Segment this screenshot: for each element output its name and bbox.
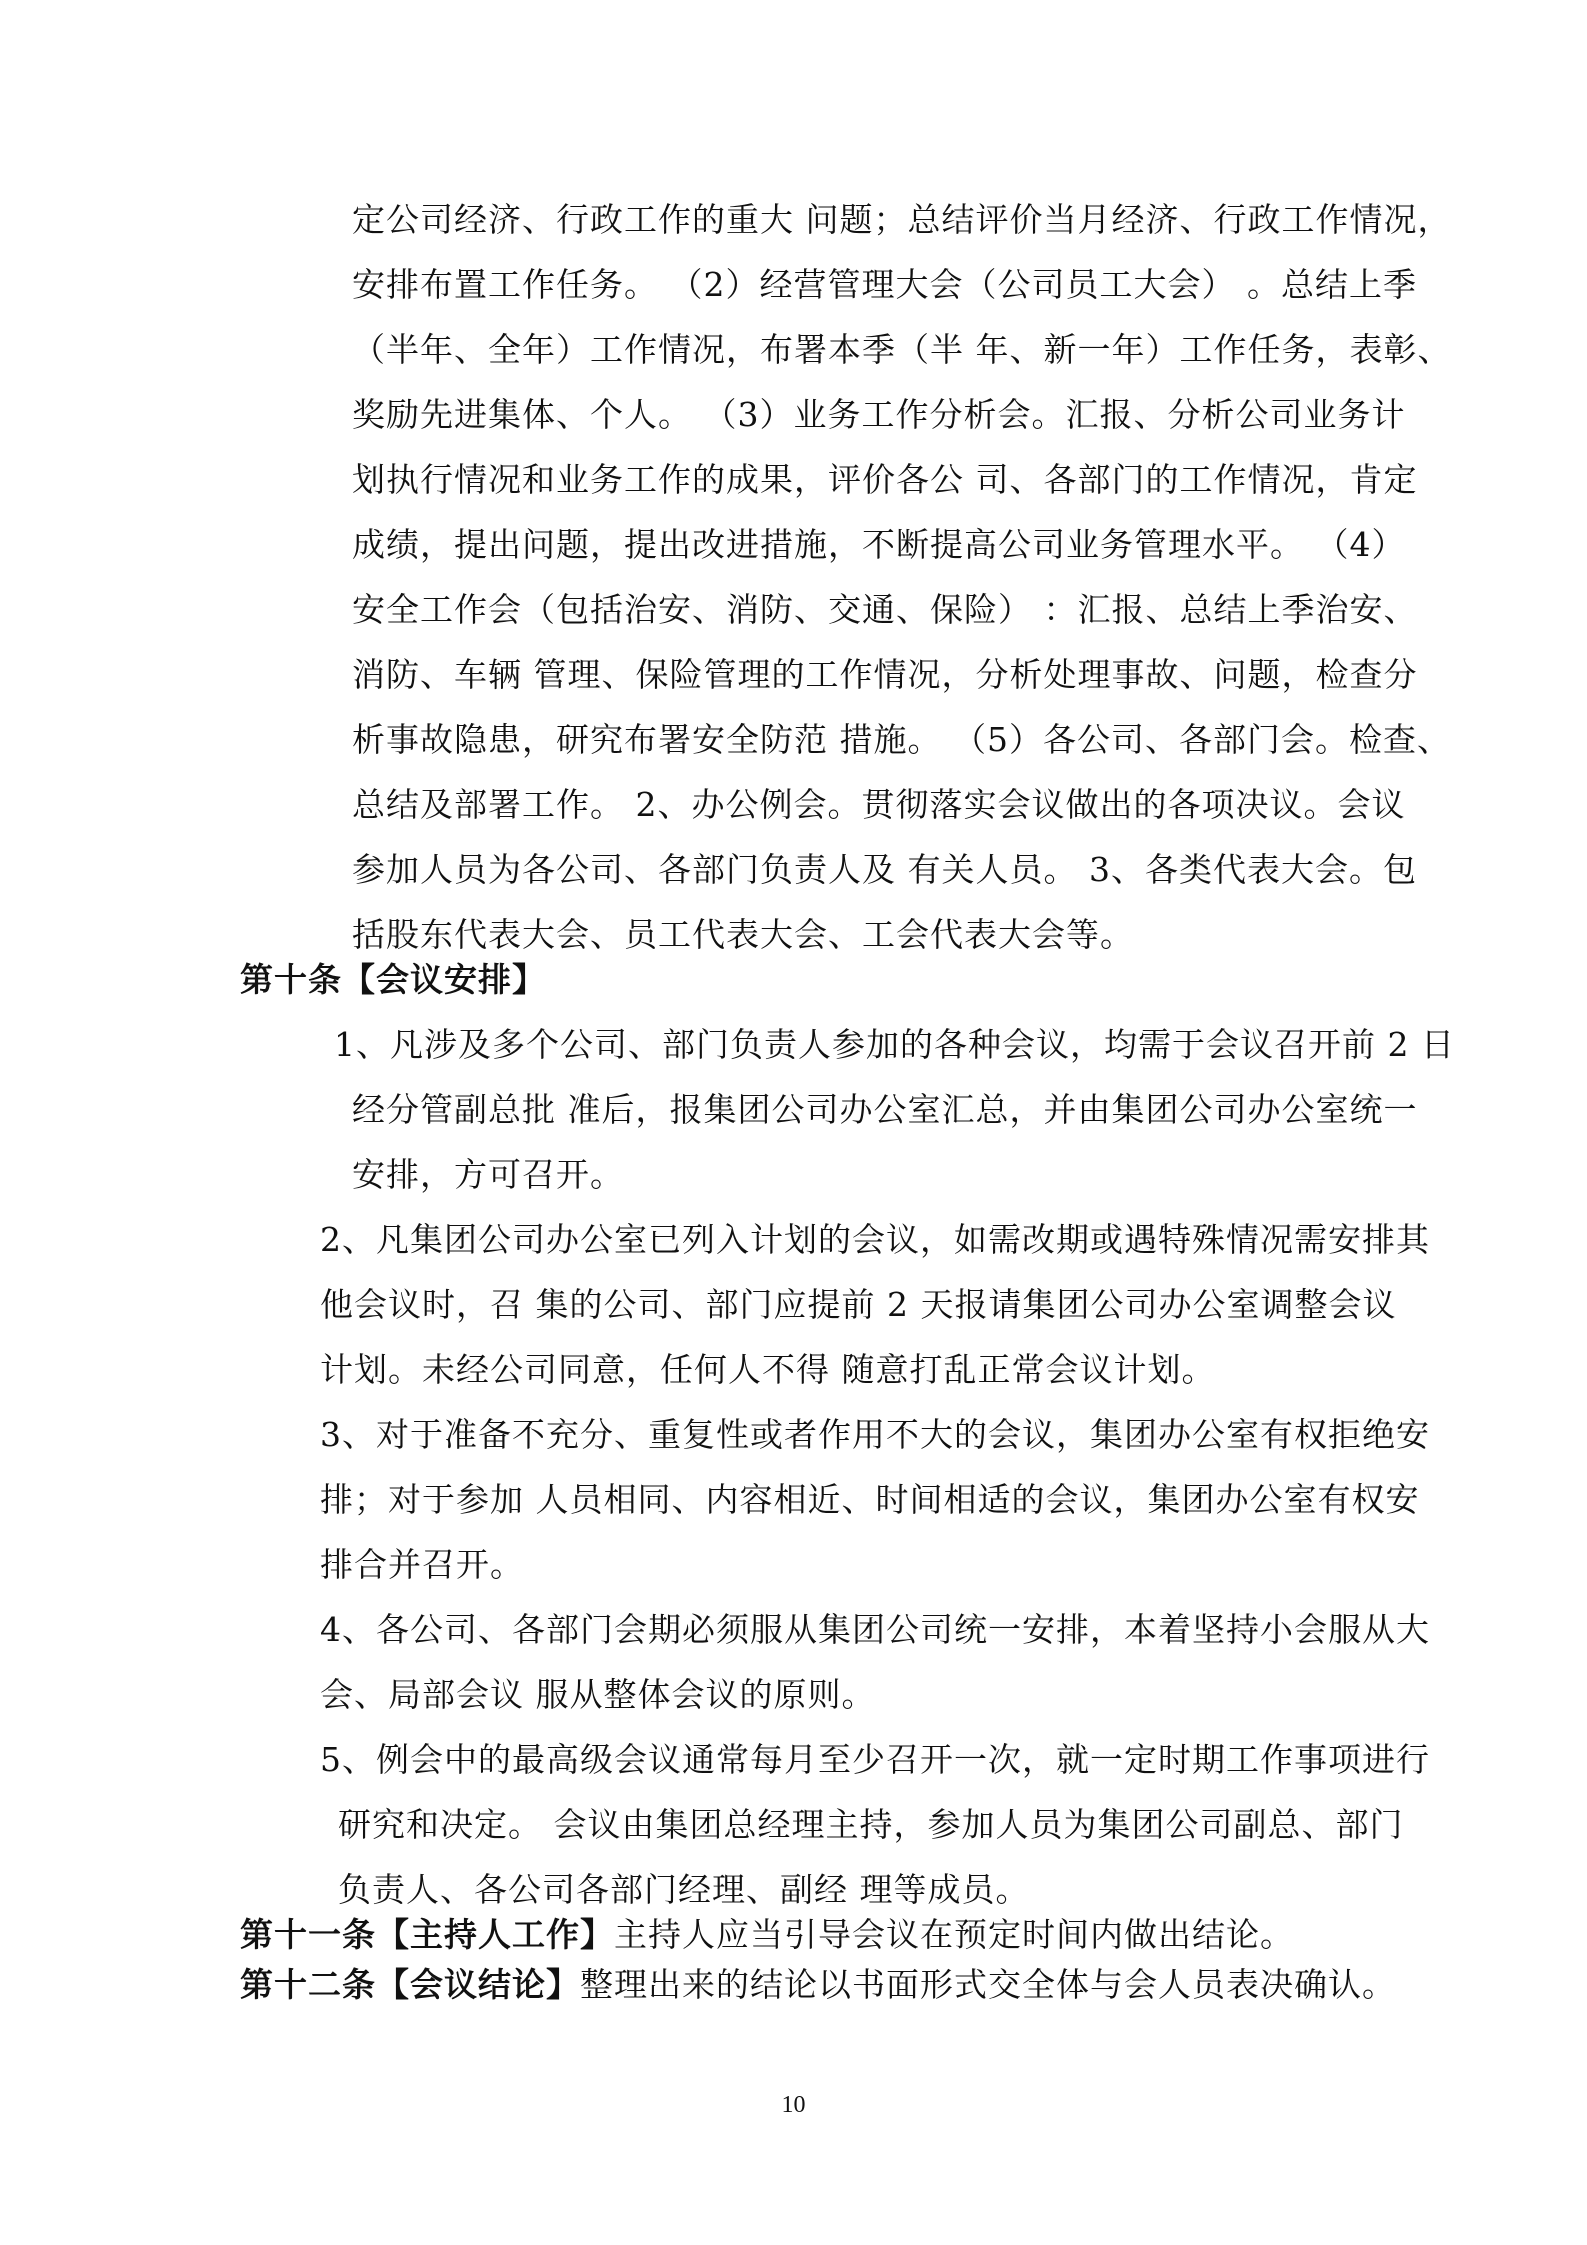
article12 — [240, 1962, 1396, 2008]
article10-item-3-line: 3、对于准备不充分、重复性或者作用不大的会议，集团办公室有权拒绝安 — [320, 1415, 1430, 1454]
paragraph-line: 析事故隐患，研究布署安全防范 措施。 （5）各公司、各部门会。检查、 — [352, 720, 1451, 759]
article10-item-4-line: 4、各公司、各部门会期必须服从集团公司统一安排，本着坚持小会服从大 — [320, 1610, 1430, 1649]
article10-heading — [240, 957, 546, 1003]
paragraph-line: 划执行情况和业务工作的成果，评价各公 司、各部门的工作情况，肯定 — [352, 460, 1418, 499]
paragraph-line: 定公司经济、行政工作的重大 问题；总结评价当月经济、行政工作情况， — [352, 200, 1452, 239]
article-heading-label: 第十条【会议安排】 — [240, 960, 546, 999]
paragraph-line: 安全工作会（包括治安、消防、交通、保险） ：汇报、总结上季治安、 — [352, 590, 1418, 629]
article10-item-5-line: 研究和决定。 会议由集团总经理主持，参加人员为集团公司副总、部门 — [338, 1805, 1404, 1844]
paragraph-line: 安排布置工作任务。 （2）经营管理大会（公司员工大会） 。总结上季 — [352, 265, 1417, 304]
article10-item-1-line: 安排，方可召开。 — [352, 1155, 624, 1194]
paragraph-line: （半年、全年）工作情况，布署本季（半 年、新一年）工作任务，表彰、 — [352, 330, 1452, 369]
article10-item-2-line: 计划。未经公司同意，任何人不得 随意打乱正常会议计划。 — [320, 1350, 1216, 1389]
page-number: 10 — [781, 2092, 806, 2118]
paragraph-line: 成绩，提出问题，提出改进措施，不断提高公司业务管理水平。 （4） — [352, 525, 1406, 564]
article10-item-5-line: 5、例会中的最高级会议通常每月至少召开一次，就一定时期工作事项进行 — [320, 1740, 1430, 1779]
paragraph-line: 奖励先进集体、个人。 （3）业务工作分析会。汇报、分析公司业务计 — [352, 395, 1406, 434]
article10-item-2-line: 2、凡集团公司办公室已列入计划的会议，如需改期或遇特殊情况需安排其 — [320, 1220, 1430, 1259]
article-heading-label: 第十二条【会议结论】 — [240, 1965, 580, 2004]
article-text: 主持人应当引导会议在预定时间内做出结论。 — [614, 1915, 1294, 1954]
article10-item-3-line: 排合并召开。 — [320, 1545, 524, 1584]
article10-item-1-line: 经分管副总批 准后，报集团公司办公室汇总，并由集团公司办公室统一 — [352, 1090, 1418, 1129]
article-heading-label: 第十一条【主持人工作】 — [240, 1915, 614, 1954]
article10-item-5-line: 负责人、各公司各部门经理、副经 理等成员。 — [338, 1870, 1030, 1909]
article-text: 整理出来的结论以书面形式交全体与会人员表决确认。 — [580, 1965, 1396, 2004]
article10-item-2-line: 他会议时，召 集的公司、部门应提前 2 天报请集团公司办公室调整会议 — [320, 1285, 1397, 1324]
article10-item-3-line: 排；对于参加 人员相同、内容相近、时间相适的会议，集团办公室有权安 — [320, 1480, 1420, 1519]
article10-item-4-line: 会、局部会议 服从整体会议的原则。 — [320, 1675, 876, 1714]
paragraph-line: 参加人员为各公司、各部门负责人及 有关人员。 3、各类代表大会。包 — [352, 850, 1417, 889]
article10-item-1-line: 1、凡涉及多个公司、部门负责人参加的各种会议，均需于会议召开前 2 日 — [334, 1025, 1455, 1064]
article11 — [240, 1912, 1294, 1958]
paragraph-line: 括股东代表大会、员工代表大会、工会代表大会等。 — [352, 915, 1134, 954]
paragraph-line: 消防、车辆 管理、保险管理的工作情况，分析处理事故、问题，检查分 — [352, 655, 1418, 694]
paragraph-line: 总结及部署工作。 2、办公例会。贯彻落实会议做出的各项决议。会议 — [352, 785, 1406, 824]
